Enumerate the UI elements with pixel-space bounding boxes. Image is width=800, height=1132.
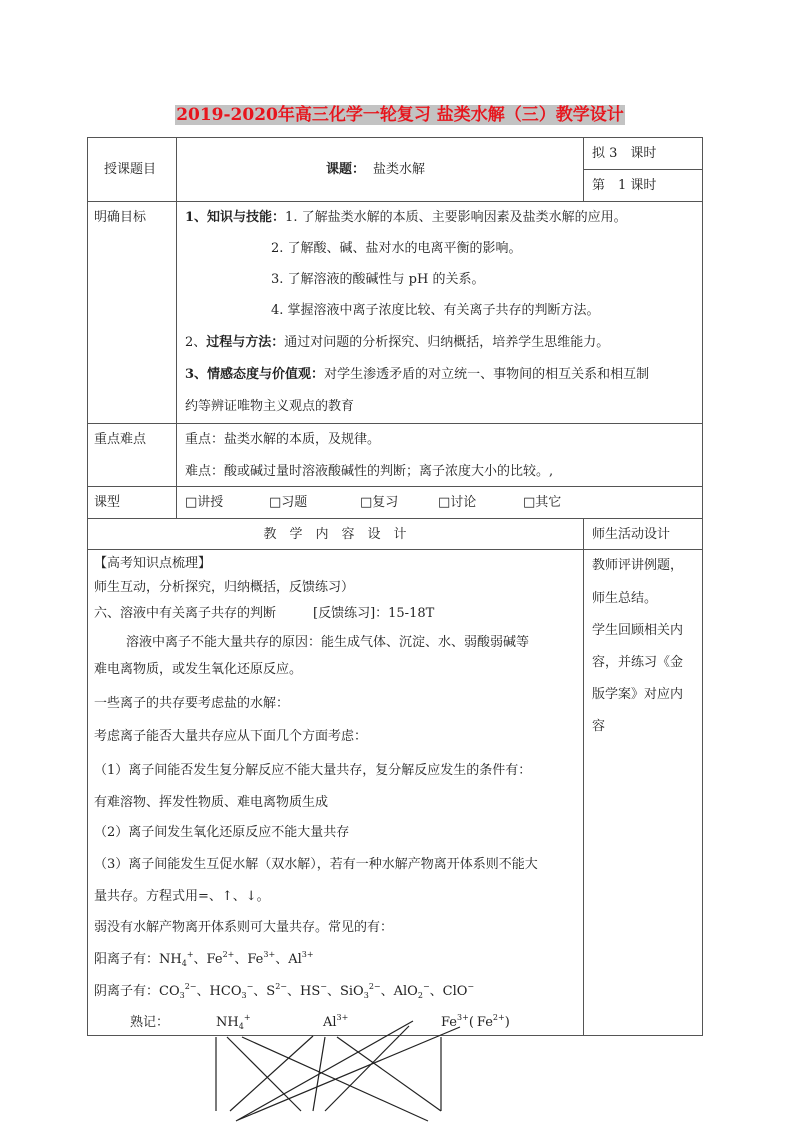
ion-base: SiO	[339, 984, 364, 999]
ion-superscript: +	[186, 950, 194, 959]
content-heading: 【高考知识点梳理】	[94, 556, 212, 571]
document-title-text: 2019-2020年高三化学一轮复习 盐类水解（三）教学设计	[176, 105, 624, 125]
lesson-type-option-review[interactable]: □复习	[360, 495, 399, 510]
diagram-line	[230, 1036, 313, 1111]
ion-separator: 、	[326, 984, 340, 999]
ion-base: Fe	[476, 1015, 493, 1030]
activity-line: 容	[592, 719, 606, 734]
lesson-type-option-exercise[interactable]: □习题	[269, 495, 308, 510]
row-label-type: 课型	[94, 495, 121, 510]
ion-superscript: 3+	[336, 1013, 349, 1022]
ion-superscript: 2−	[275, 982, 287, 991]
process-label: 过程与方法：	[206, 335, 285, 350]
activity-line: 教师评讲例题，	[592, 558, 684, 573]
content-line: 量共存。方程式用=、↑、↓。	[94, 889, 270, 904]
knowledge-label: 1、知识与技能：	[185, 210, 286, 225]
ion-base: Al	[288, 952, 302, 967]
ion-superscript: 2+	[492, 1013, 505, 1022]
activity-design-header: 师生活动设计	[592, 527, 671, 542]
row-label-goals: 明确目标	[94, 210, 147, 225]
ion-base: CO	[159, 984, 180, 999]
ion-base: NH	[216, 1015, 239, 1030]
lesson-type-option-discussion[interactable]: □讨论	[438, 495, 477, 510]
ion-separator: 、	[429, 984, 443, 999]
ion-base: Fe	[247, 952, 264, 967]
ion-superscript: 3+	[263, 950, 276, 959]
planned-hours: 拟 3 课时	[592, 146, 657, 161]
ion-superscript: 3+	[457, 1013, 469, 1022]
knowledge-item: 3. 了解溶液的酸碱性与 pH 的关系。	[271, 272, 485, 287]
activity-line: 师生总结。	[592, 591, 658, 606]
content-line: （1）离子间能否发生复分解反应不能大量共存，复分解反应发生的条件有：	[94, 763, 532, 778]
diagram-line	[337, 1037, 441, 1111]
ion-superscript: 2−	[184, 982, 197, 991]
ion-base: AlO	[393, 984, 418, 999]
activity-line: 学生回顾相关内	[592, 623, 684, 638]
ion-base: NH	[159, 952, 182, 967]
ion-separator: 、	[275, 952, 289, 967]
feedback-exercise: [反馈练习]：15-18T	[313, 606, 435, 621]
knowledge-item: 4. 掌握溶液中离子浓度比较、有关离子共存的判断方法。	[271, 303, 600, 318]
topic-value: 盐类水解	[373, 162, 426, 177]
ion-superscript: 3+	[301, 950, 314, 959]
ion-base: HS	[300, 984, 321, 999]
emotion-text-continued: 约等辨证唯物主义观点的教育	[185, 399, 355, 414]
content-line: 有难溶物、挥发性物质、难电离物质生成	[94, 795, 329, 810]
ion-separator: 、	[380, 984, 394, 999]
content-line: 难电离物质，或发生氧化还原反应。	[94, 662, 303, 677]
ion-subscript: 4	[238, 1022, 244, 1031]
ion-separator: 、	[196, 984, 210, 999]
content-design-header: 教 学 内 容 设 计	[263, 527, 407, 542]
ion-superscript: 2+	[222, 950, 235, 959]
process-text: 通过对问题的分析探究、归纳概括，培养学生思维能力。	[284, 335, 610, 350]
cation-label: 阳离子有：	[94, 952, 160, 967]
row-label-key: 重点难点	[94, 432, 147, 447]
ion-separator: 、	[287, 984, 301, 999]
knowledge-item: 1. 了解盐类水解的本质、主要影响因素及盐类水解的应用。	[285, 210, 627, 225]
diagram-line	[236, 1021, 413, 1121]
anion-label: 阴离子有：	[94, 984, 160, 999]
content-line: （2）离子间发生氧化还原反应不能大量共存	[94, 825, 350, 840]
ion-superscript: −	[467, 982, 475, 991]
content-line: （3）离子间能发生互促水解（双水解），若有一种水解产物离开体系则不能大	[94, 857, 538, 872]
process-prefix: 2、	[185, 335, 207, 350]
ion-subscript: 3	[179, 991, 185, 1000]
ion-superscript: −	[320, 982, 327, 991]
ion-subscript: 3	[241, 991, 247, 1000]
ion-base: S	[266, 984, 276, 999]
ion-base: Al	[323, 1015, 337, 1030]
lesson-type-option-other[interactable]: □其它	[523, 495, 562, 510]
key-point: 重点：盐类水解的本质，及规律。	[185, 432, 381, 447]
ion-superscript: +	[243, 1013, 251, 1022]
paren-close: )	[504, 1015, 510, 1030]
content-line: 溶液中离子不能大量共存的原因：能生成气体、沉淀、水、弱酸弱碱等	[126, 635, 530, 650]
activity-line: 容，并练习《金	[592, 655, 684, 670]
activity-line: 版学案》对应内	[592, 687, 684, 702]
ion-separator: 、	[253, 984, 267, 999]
ion-base: Fe	[441, 1015, 458, 1030]
content-line: 考虑离子能否大量共存应从下面几个方面考虑：	[94, 729, 368, 744]
ion-subscript: 3	[363, 991, 369, 1000]
ion-separator: 、	[193, 952, 207, 967]
diagram-line	[325, 1026, 409, 1111]
content-line: 弱没有水解产物离开体系则可大量共存。常见的有：	[94, 920, 394, 935]
memorize-label: 熟记：	[130, 1015, 170, 1030]
topic-label: 课题：	[326, 162, 366, 177]
knowledge-item: 2. 了解酸、碱、盐对水的电离平衡的影响。	[271, 241, 522, 256]
ion-base: Fe	[206, 952, 223, 967]
ion-superscript: 2−	[368, 982, 381, 991]
emotion-prefix: 3、	[185, 367, 208, 382]
difficulty: 难点：酸或碱过量时溶液酸碱性的判断；离子浓度大小的比较。,	[185, 464, 554, 479]
ion-base: HCO	[209, 984, 242, 999]
current-hour: 第 1 课时	[592, 178, 657, 193]
content-line: 一些离子的共存要考虑盐的水解：	[94, 696, 290, 711]
section-six-title: 六、溶液中有关离子共存的判断	[94, 606, 277, 621]
ion-separator: 、	[234, 952, 248, 967]
ion-subscript: 2	[417, 991, 423, 1000]
lesson-type-option-lecture[interactable]: □讲授	[185, 495, 224, 510]
diagram-line	[227, 1037, 301, 1111]
ion-superscript: −	[422, 982, 430, 991]
content-line: 师生互动，分析探究，归纳概括，反馈练习）	[94, 580, 355, 595]
row-label-topic: 授课题目	[104, 162, 157, 177]
ion-base: ClO	[442, 984, 468, 999]
emotion-label: 情感态度与价值观：	[207, 367, 325, 382]
paren-open: (	[468, 1015, 474, 1030]
ion-superscript: −	[246, 982, 254, 991]
emotion-text: 对学生渗透矛盾的对立统一、事物间的相互关系和相互制	[324, 367, 650, 382]
ion-subscript: 4	[181, 959, 187, 968]
